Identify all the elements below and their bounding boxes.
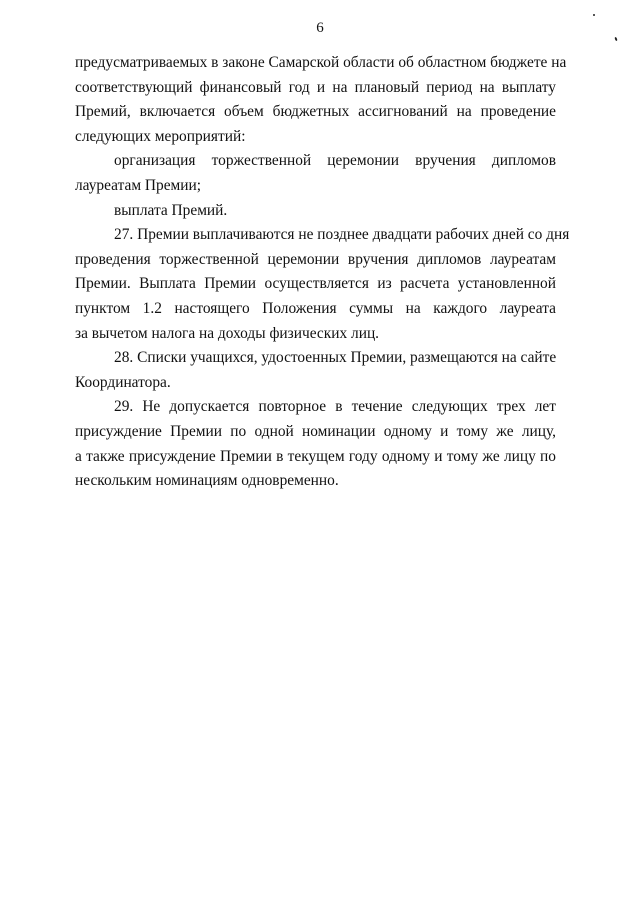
paragraph-item-27 xyxy=(75,223,570,346)
text-line: организация торжественной церемонии вручения дипломов xyxy=(114,152,556,170)
text-line: соответствующий финансовый год и на плановый период на выплату xyxy=(75,78,556,96)
text-line: 29. Не допускается повторное в течение следующих трех лет xyxy=(114,398,556,416)
text-line: выплата Премий. xyxy=(114,201,228,219)
text-line: за вычетом налога на доходы физических лиц. xyxy=(75,324,380,342)
document-body xyxy=(75,51,570,494)
paragraph-item-29 xyxy=(75,395,556,493)
scan-speck xyxy=(614,37,617,41)
text-line: лауреатам Премии; xyxy=(75,176,202,194)
paragraph-payment xyxy=(75,199,556,224)
text-line: пунктом 1.2 настоящего Положения суммы на каждого лауреата xyxy=(75,299,556,317)
paragraph-ceremony xyxy=(75,149,556,198)
text-line: нескольким номинациям одновременно. xyxy=(75,472,339,490)
page-number: 6 xyxy=(316,20,324,36)
text-line: предусматриваемых в законе Самарской области об областном бюджете на xyxy=(75,54,567,71)
text-line: 27. Премии выплачиваются не позднее двадцати рабочих дней со дня xyxy=(114,226,570,244)
scan-speck xyxy=(593,14,595,16)
text-line: проведения торжественной церемонии вручения дипломов лауреатам xyxy=(75,250,556,268)
paragraph-item-28 xyxy=(75,346,556,395)
text-line: присуждение Премии по одной номинации одному и тому же лицу, xyxy=(75,422,556,440)
text-line: 28. Списки учащихся, удостоенных Премии, размещаются на сайте xyxy=(114,349,557,367)
text-line: Премии. Выплата Премии осуществляется из расчета установленной xyxy=(75,275,556,293)
text-line: Координатора. xyxy=(75,373,171,391)
text-line: Премий, включается объем бюджетных ассигнований на проведение xyxy=(75,103,556,121)
paragraph-intro xyxy=(75,51,567,149)
text-line: а также присуждение Премии в текущем году одному и тому же лицу по xyxy=(75,447,556,465)
text-line: следующих мероприятий: xyxy=(75,127,246,145)
